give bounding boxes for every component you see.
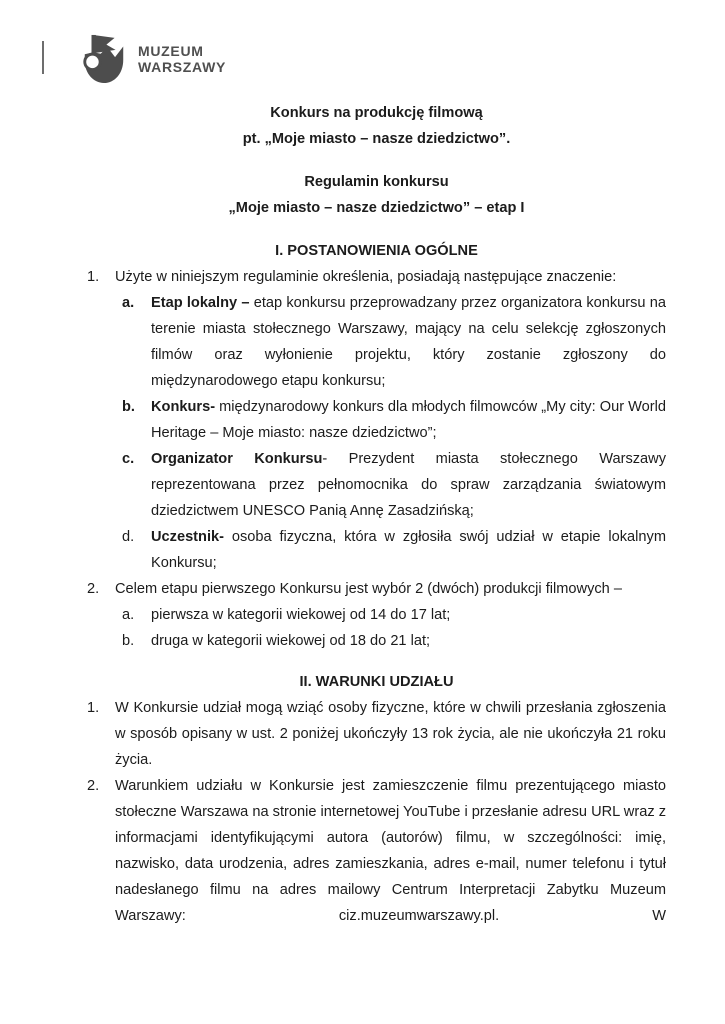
lettered-subitem: [87, 394, 666, 446]
subitem-marker: d.: [122, 529, 135, 545]
lettered-subitem: [87, 290, 666, 394]
lettered-subitem: [87, 524, 666, 576]
subitem-term: Organizator Konkursu: [151, 451, 323, 467]
document-subtitle-line-2: „Moje miasto – nasze dziedzictwo” – etap I: [228, 200, 525, 216]
section-1-heading: I. POSTANOWIENIA OGÓLNE: [275, 243, 478, 259]
logo-line-1: MUZEUM: [138, 42, 204, 59]
logo-text: [138, 43, 226, 76]
logo-line-2: WARSZAWY: [138, 59, 227, 75]
subitem-body: - Prezydent miasta stołecznego Warszawy reprezentowana przez pełnomocnika do spraw zarządzania światowym dziedzictwem UNESCO Panią Annę Zasadzińską;: [151, 451, 666, 519]
subitem-text: [151, 446, 666, 524]
item-text: W Konkursie udział mogą wziąć osoby fizyczne, które w chwili przesłania zgłoszenia w sposób opisany w ust. 2 poniżej ukończyły 13 rok życia, ale nie ukończyła 21 roku życia.: [115, 700, 666, 768]
subitem-body: osoba fizyczna, która w zgłosiła swój udział w etapie lokalnym Konkursu;: [151, 529, 666, 571]
subitem-term: Konkurs-: [151, 399, 216, 415]
item-marker: 2.: [87, 778, 100, 794]
spacer: [87, 221, 666, 238]
subitem-marker: a.: [122, 607, 135, 623]
document-subtitle-line-1: Regulamin konkursu: [304, 174, 449, 190]
spacer: [87, 654, 666, 669]
subitem-text: pierwsza w kategorii wiekowej od 14 do 17 lat;: [151, 607, 451, 623]
warsaw-mermaid-icon: [78, 34, 130, 84]
subitem-marker: a.: [122, 295, 135, 311]
section-2-heading: II. WARUNKI UDZIAŁU: [299, 674, 454, 690]
item-marker: 2.: [87, 581, 100, 597]
subitem-body: międzynarodowy konkurs dla młodych filmowców „My city: Our World Heritage – Moje miasto: nasze dziedzictwo”;: [151, 399, 666, 441]
subitem-marker: b.: [122, 633, 135, 649]
item-text: Celem etapu pierwszego Konkursu jest wybór 2 (dwóch) produkcji filmowych –: [115, 581, 622, 597]
item-marker: 1.: [87, 269, 100, 285]
lettered-subitem: [87, 602, 666, 628]
subitem-text: [151, 524, 666, 576]
numbered-item: [87, 264, 666, 290]
subitem-text: druga w kategorii wiekowej od 18 do 21 lat;: [151, 633, 431, 649]
muzeum-warszawy-logo: [78, 34, 226, 84]
document-title-line-1: Konkurs na produkcję filmową: [270, 105, 483, 121]
lettered-subitem: [87, 628, 666, 654]
left-margin-mark: [42, 41, 44, 74]
numbered-item: [87, 773, 666, 929]
subitem-term: Uczestnik-: [151, 529, 224, 545]
subitem-marker: c.: [122, 451, 135, 467]
item-text: Użyte w niniejszym regulaminie określenia, posiadają następujące znaczenie:: [115, 269, 617, 285]
subitem-text: [151, 394, 666, 446]
document-title-line-2: pt. „Moje miasto – nasze dziedzictwo”.: [242, 131, 511, 147]
document-content: [87, 100, 666, 929]
item-text: Warunkiem udziału w Konkursie jest zamieszczenie filmu prezentującego miasto stołeczne Warszawa na stronie internetowej YouTube i przesłanie adresu URL wraz z informacjami identyfikującymi autora (autorów) filmu, w szczególności: imię, nazwisko, data urodzenia, adres zamieszkania, adres e-mail, numer telefonu i tytuł nadesłanego filmu na adres mailowy Centrum Interpretacji Zabytku Muzeum Warszawy: ciz.muzeumwarszawy.pl. W: [115, 778, 666, 924]
subitem-text: [151, 290, 666, 394]
spacer: [87, 152, 666, 169]
lettered-subitem: [87, 446, 666, 524]
subitem-marker: b.: [122, 399, 135, 415]
numbered-item: [87, 576, 666, 602]
item-marker: 1.: [87, 700, 100, 716]
numbered-item: [87, 695, 666, 773]
subitem-term: Etap lokalny –: [151, 295, 250, 311]
subitem-body: etap konkursu przeprowadzany przez organizatora konkursu na terenie miasta stołecznego Warszawy, mający na celu selekcję zgłoszonych filmów oraz wyłonienie projektu, który zostanie zgłoszony do międzynarodowego etapu konkursu;: [151, 295, 666, 389]
